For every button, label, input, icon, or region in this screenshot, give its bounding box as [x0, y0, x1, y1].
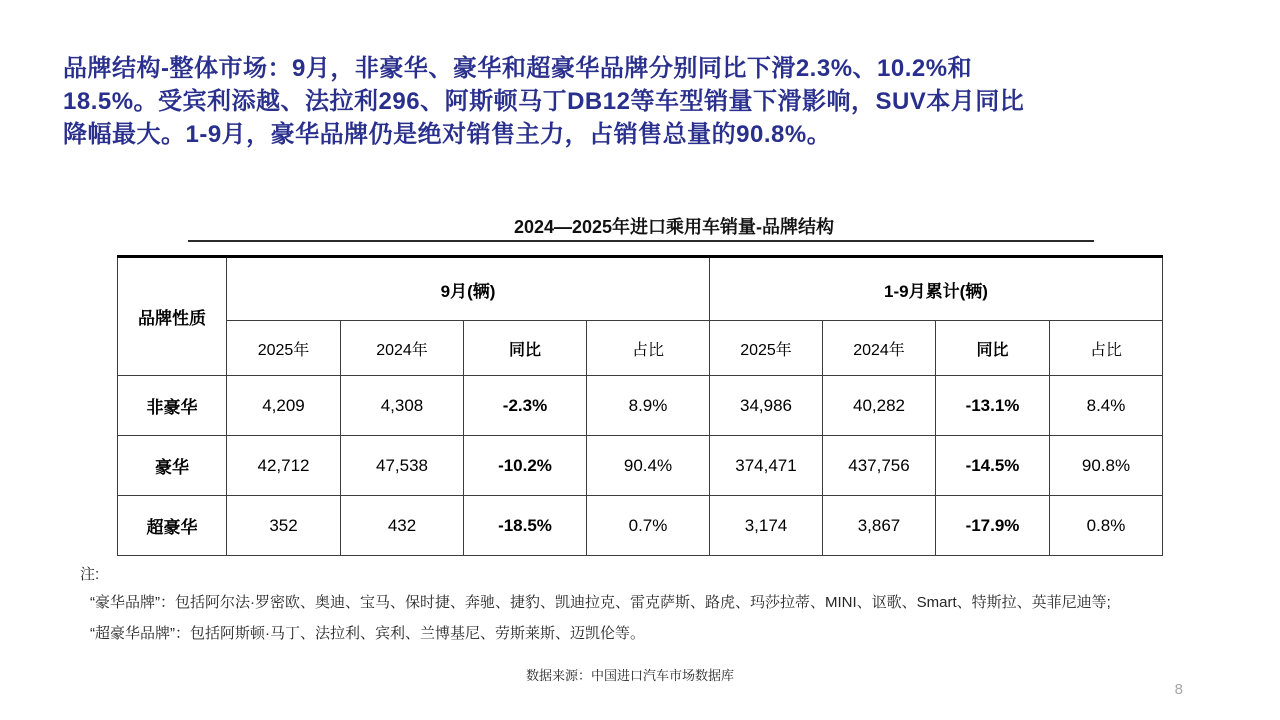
col-header-yoy: 同比: [936, 321, 1050, 376]
row-label: 超豪华: [118, 496, 227, 556]
caption-underline: [188, 240, 1094, 242]
table-cell-yoy: -17.9%: [936, 496, 1050, 556]
table-cell: 3,174: [710, 496, 823, 556]
table-caption: 2024—2025年进口乘用车销量-品牌结构: [513, 217, 835, 237]
col-header-share: 占比: [587, 321, 710, 376]
table-cell: 4,209: [227, 376, 341, 436]
slide-title-line: 18.5%。受宾利添越、法拉利296、阿斯顿马丁DB12等车型销量下滑影响，SUV本月同比: [63, 88, 1025, 115]
data-source: 数据来源：中国进口汽车市场数据库: [525, 668, 734, 683]
table-cell: 8.9%: [587, 376, 710, 436]
table-cell: 47,538: [341, 436, 464, 496]
col-header-2025: 2025年: [227, 321, 341, 376]
col-header-share: 占比: [1050, 321, 1163, 376]
table-cell: 374,471: [710, 436, 823, 496]
col-header-2024: 2024年: [341, 321, 464, 376]
table-cell: 90.4%: [587, 436, 710, 496]
col-header-yoy: 同比: [464, 321, 587, 376]
slide-title: [63, 52, 1238, 151]
col-header-2024: 2024年: [823, 321, 936, 376]
col-header-2025: 2025年: [710, 321, 823, 376]
note-luxury-brands: “豪华品牌”：包括阿尔法·罗密欧、奥迪、宝马、保时捷、奔驰、捷豹、凯迪拉克、雷克萨斯、路虎、玛莎拉蒂、MINI、讴歌、Smart、特斯拉、英菲尼迪等;: [90, 594, 1111, 611]
group-header-september: 9月(辆): [227, 257, 710, 321]
table-cell: 432: [341, 496, 464, 556]
table-cell-yoy: -14.5%: [936, 436, 1050, 496]
table-cell: 40,282: [823, 376, 936, 436]
corner-header-brand-type: 品牌性质: [118, 257, 227, 376]
slide-title-line: 品牌结构-整体市场：9月，非豪华、豪华和超豪华品牌分别同比下滑2.3%、10.2%和: [63, 55, 973, 82]
table-cell-yoy: -18.5%: [464, 496, 587, 556]
notes-label: 注:: [80, 566, 100, 583]
page-number: 8: [1174, 681, 1183, 698]
table-row-nonluxury: [118, 376, 1163, 436]
row-label: 豪华: [118, 436, 227, 496]
brand-structure-table: [117, 255, 1163, 556]
table-row-superluxury: [118, 496, 1163, 556]
row-label: 非豪华: [118, 376, 227, 436]
group-header-jan-sep-cumulative: 1-9月累计(辆): [710, 257, 1163, 321]
table-cell-yoy: -10.2%: [464, 436, 587, 496]
table-cell: 437,756: [823, 436, 936, 496]
slide-title-line: 降幅最大。1-9月，豪华品牌仍是绝对销售主力，占销售总量的90.8%。: [63, 121, 832, 148]
table-cell: 352: [227, 496, 341, 556]
table-cell: 4,308: [341, 376, 464, 436]
table-cell: 8.4%: [1050, 376, 1163, 436]
note-superluxury-brands: “超豪华品牌”：包括阿斯顿·马丁、法拉利、宾利、兰博基尼、劳斯莱斯、迈凯伦等。: [90, 625, 645, 642]
table-cell: 3,867: [823, 496, 936, 556]
table-cell: 34,986: [710, 376, 823, 436]
table-cell: 42,712: [227, 436, 341, 496]
table-cell: 0.7%: [587, 496, 710, 556]
table-cell: 0.8%: [1050, 496, 1163, 556]
table-cell: 90.8%: [1050, 436, 1163, 496]
table-cell-yoy: -2.3%: [464, 376, 587, 436]
table-row-luxury: [118, 436, 1163, 496]
table-cell-yoy: -13.1%: [936, 376, 1050, 436]
